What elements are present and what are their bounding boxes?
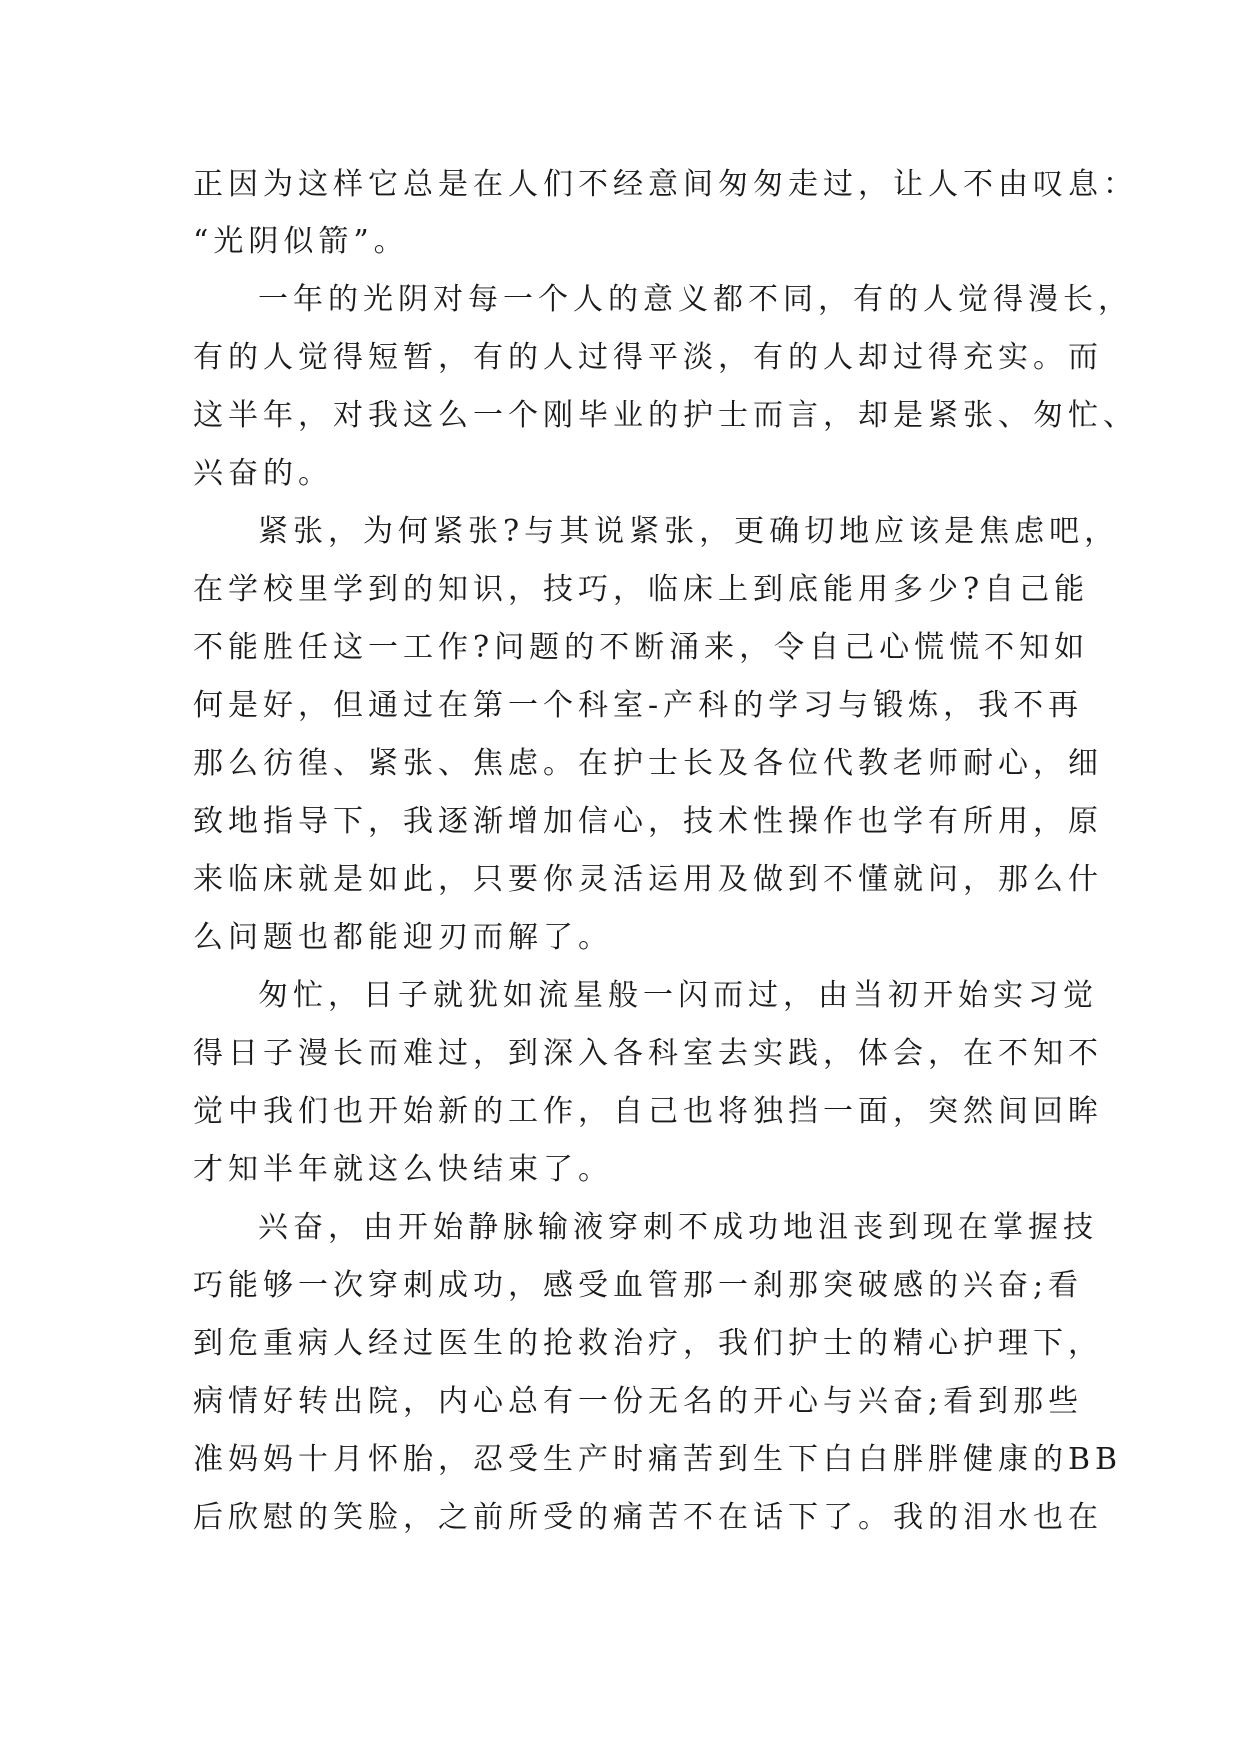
text-line: 觉中我们也开始新的工作，自己也将独挡一面，突然间回眸 [193,1094,1103,1129]
text-line: 不能胜任这一工作?问题的不断涌来，令自己心慌慌不知如 [193,630,1090,665]
paragraph-start-line: 一年的光阴对每一个人的意义都不同，有的人觉得漫长， [258,282,1133,317]
paragraph-start-line: 匆忙，日子就犹如流星般一闪而过，由当初开始实习觉 [258,978,1098,1013]
text-line: 巧能够一次穿刺成功，感受血管那一刹那突破感的兴奋;看 [193,1268,1084,1303]
text-line: 正因为这样它总是在人们不经意间匆匆走过，让人不由叹息： [193,167,1138,202]
text-line: 来临床就是如此，只要你灵活运用及做到不懂就问，那么什 [193,862,1103,897]
text-line: 准妈妈十月怀胎，忍受生产时痛苦到生下白白胖胖健康的BB [193,1442,1123,1477]
text-line: 那么彷徨、紧张、焦虑。在护士长及各位代教老师耐心，细 [193,746,1103,781]
text-line: 到危重病人经过医生的抢救治疗，我们护士的精心护理下， [193,1326,1103,1361]
text-line: 病情好转出院，内心总有一份无名的开心与兴奋;看到那些 [193,1384,1084,1419]
text-line: 才知半年就这么快结束了。 [193,1152,613,1187]
text-line: 这半年，对我这么一个刚毕业的护士而言，却是紧张、匆忙、 [193,398,1138,433]
paragraph-start-line: 紧张，为何紧张?与其说紧张，更确切地应该是焦虑吧， [258,514,1120,549]
text-line: 兴奋的。 [193,456,333,491]
text-line: 得日子漫长而难过，到深入各科室去实践，体会，在不知不 [193,1036,1103,1071]
text-line: 么问题也都能迎刃而解了。 [193,920,613,955]
text-line: 在学校里学到的知识，技巧，临床上到底能用多少?自己能 [193,572,1090,607]
text-line: 有的人觉得短暂，有的人过得平淡，有的人却过得充实。而 [193,340,1103,375]
text-line: 后欣慰的笑脸，之前所受的痛苦不在话下了。我的泪水也在 [193,1500,1103,1535]
paragraph-start-line: 兴奋，由开始静脉输液穿刺不成功地沮丧到现在掌握技 [258,1210,1098,1245]
text-line: “光阴似箭”。 [193,224,409,259]
text-line: 何是好，但通过在第一个科室-产科的学习与锻炼，我不再 [193,688,1084,723]
text-line: 致地指导下，我逐渐增加信心，技术性操作也学有所用，原 [193,804,1103,839]
